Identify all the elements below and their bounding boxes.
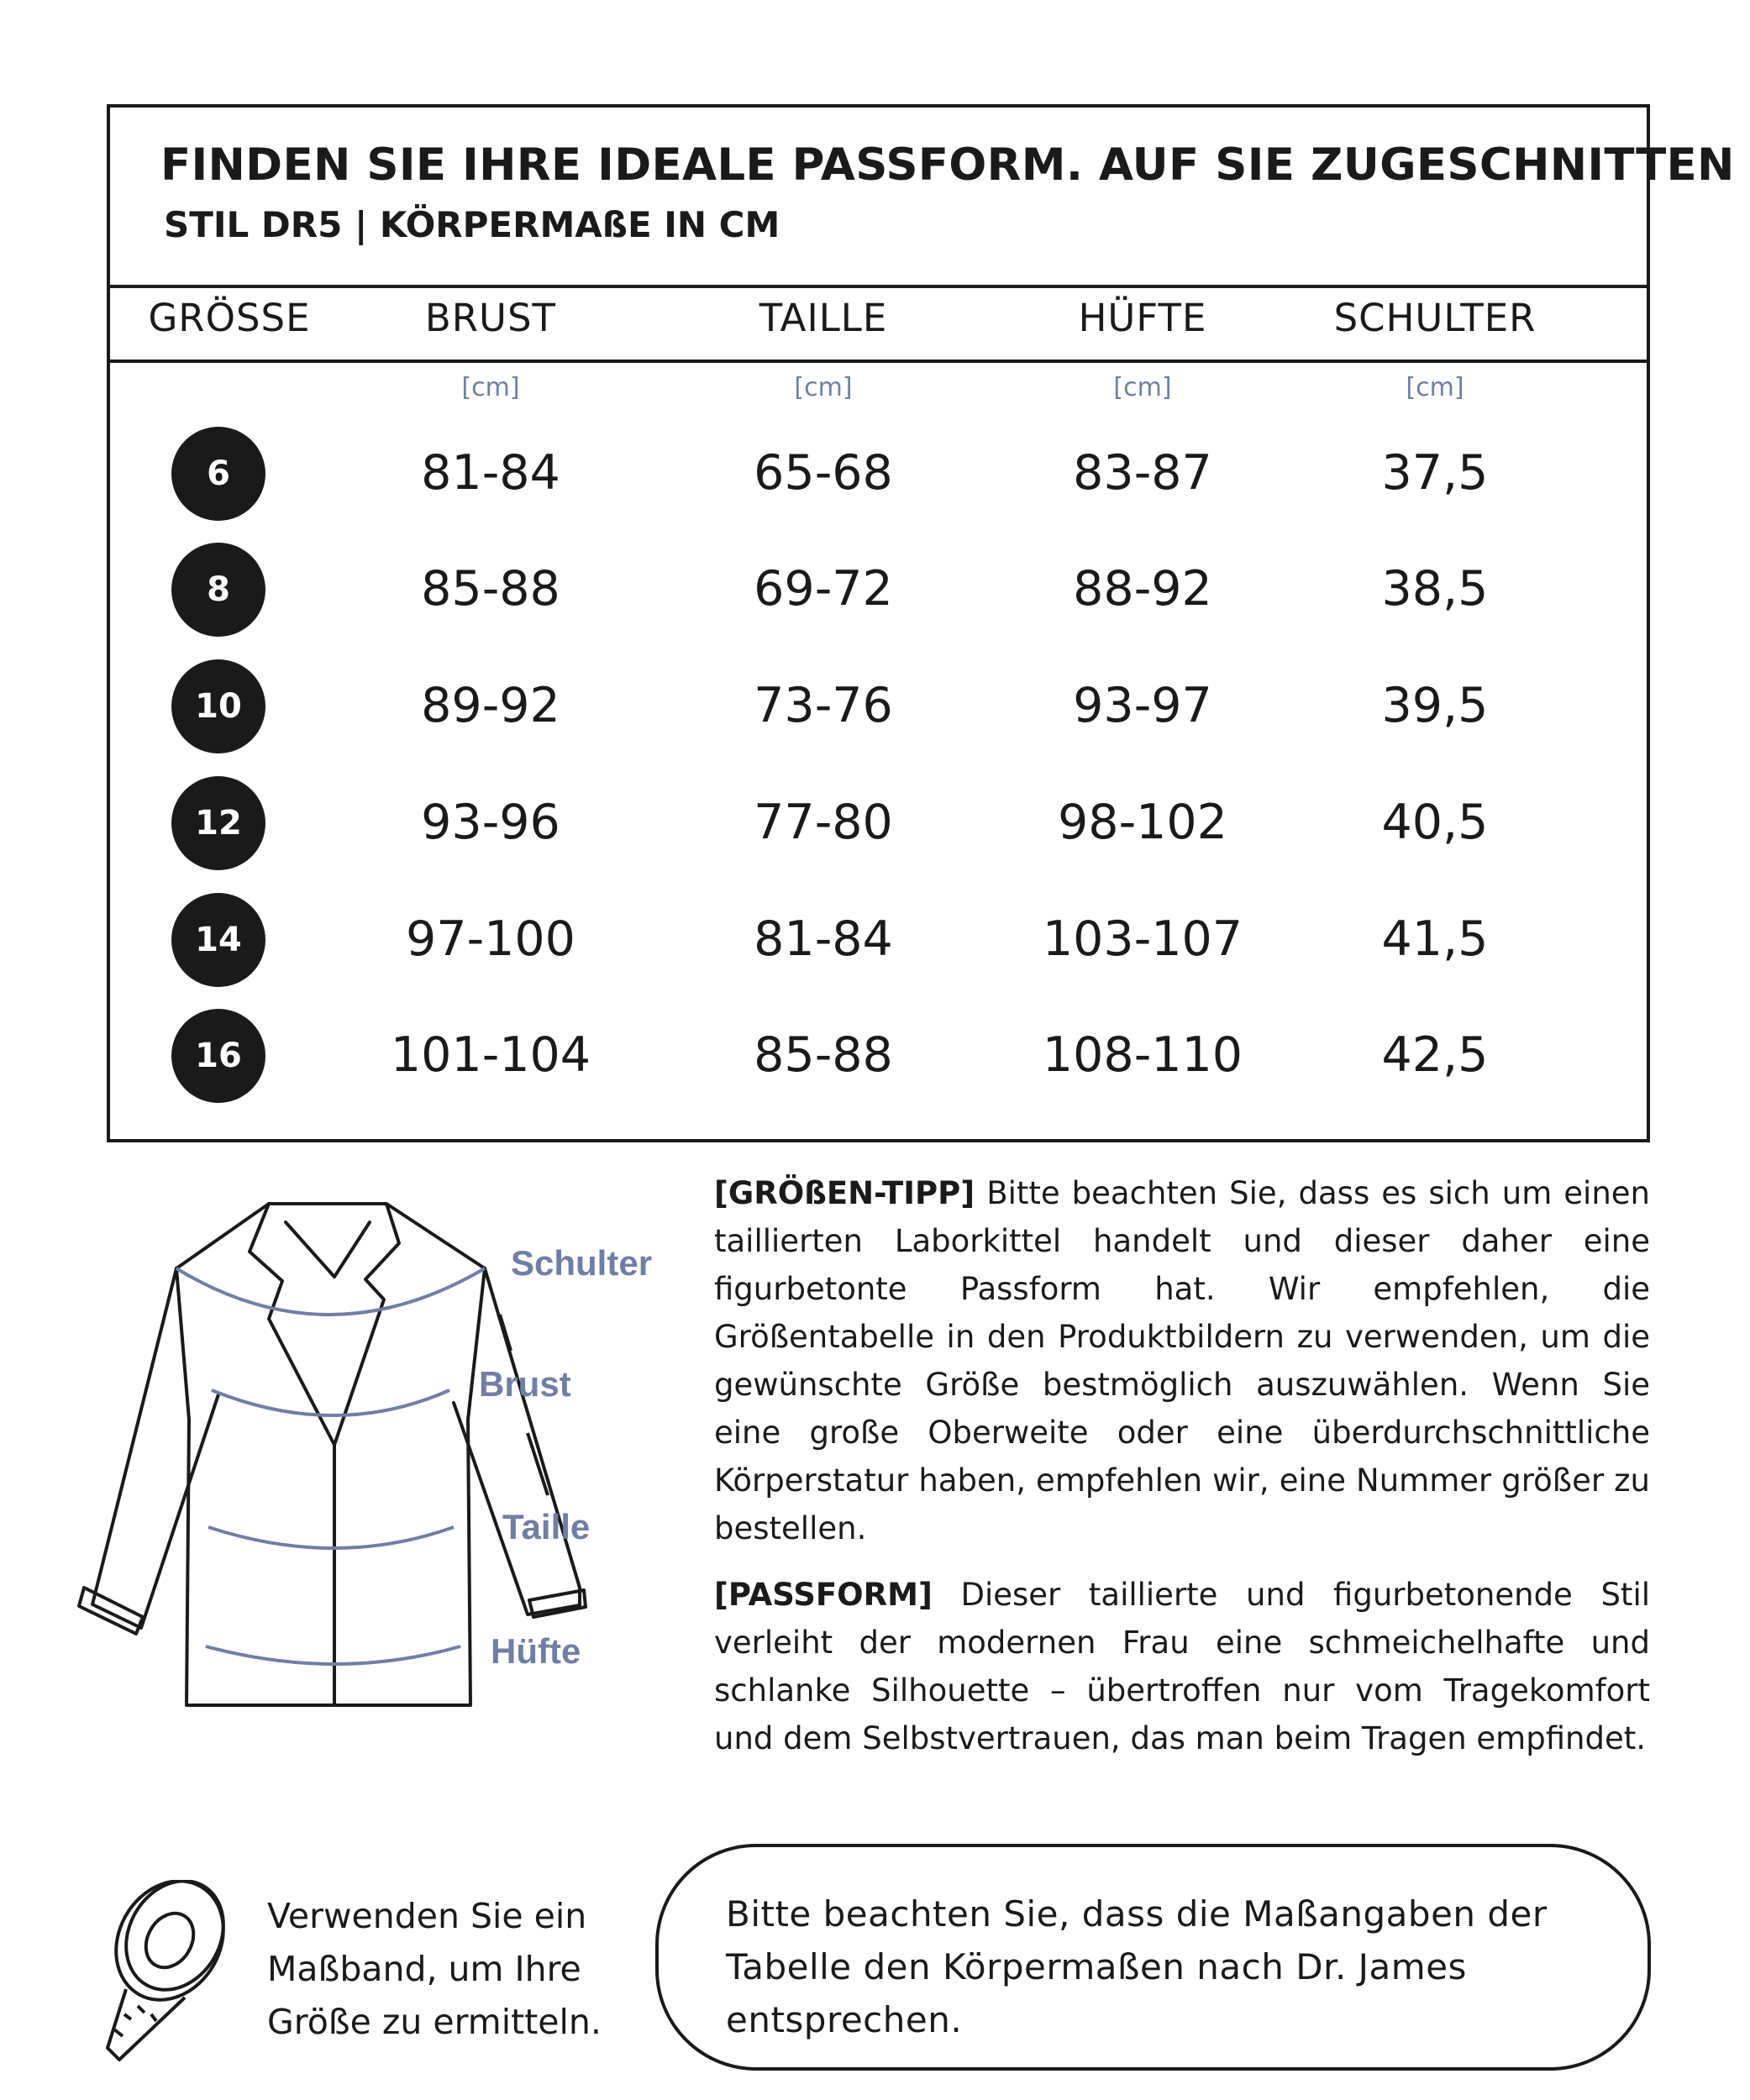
cell-schulter: 40,5 <box>1381 795 1489 850</box>
cell-brust: 85-88 <box>421 561 560 617</box>
cell-huefte: 83-87 <box>1073 445 1212 501</box>
cell-schulter: 42,5 <box>1381 1027 1489 1083</box>
size-chart <box>107 104 1735 1142</box>
cell-taille: 77-80 <box>754 795 893 850</box>
column-header-schulter: SCHULTER <box>1333 296 1537 340</box>
coat-right-sleeve <box>454 1268 580 1614</box>
size-badge: 14 <box>171 893 265 987</box>
table-row <box>110 539 1647 640</box>
coat-left-collar <box>250 1204 334 1445</box>
coat-left-sleeve <box>92 1268 218 1628</box>
cell-schulter: 38,5 <box>1381 561 1489 617</box>
column-divider <box>110 360 1647 363</box>
unit-label-schulter: [cm] <box>1406 373 1464 402</box>
cell-brust: 89-92 <box>421 678 560 733</box>
column-header-taille: TAILLE <box>759 296 888 340</box>
size-tip-paragraph <box>714 1169 1650 1552</box>
table-row <box>110 1005 1647 1106</box>
table-row <box>110 773 1647 874</box>
cell-schulter: 39,5 <box>1381 678 1489 733</box>
size-badge: 12 <box>171 776 265 870</box>
cell-schulter: 37,5 <box>1381 445 1489 501</box>
column-header-huefte: HÜFTE <box>1078 296 1207 340</box>
label-schulter: Schulter <box>511 1243 653 1283</box>
cell-brust: 101-104 <box>390 1027 591 1083</box>
cell-huefte: 93-97 <box>1073 678 1212 733</box>
fit-label: [PASSFORM] <box>714 1577 933 1613</box>
measurement-note: Bitte beachten Sie, dass die Maßangaben der Tabelle den Körpermaßen nach Dr. James entsprechen. <box>655 1844 1651 2071</box>
shoulder-measure-line <box>176 1268 485 1315</box>
column-header-size: GRÖSSE <box>148 296 311 340</box>
unit-label-huefte: [cm] <box>1113 373 1172 402</box>
fit-text: Dieser taillierte und figurbetonende Stil verleiht der modernen Frau eine schmeichelhafte und schlanke Silhouette – übertroffen nur vom Tragekomfort und dem Selbstvertrauen, das man beim Tragen empfindet. <box>714 1577 1650 1756</box>
size-tip-text: Bitte beachten Sie, dass es sich um einen taillierten Laborkittel handelt und dieser daher eine figurbetonte Passform hat. Wir empfehlen, die Größentabelle in den Produktbildern zu verwenden, um die gewünschte Größe bestmöglich auszuwählen. Wenn Sie eine große Oberweite oder eine überdurchschnittliche Körperstatur haben, empfehlen wir, eine Nummer größer zu bestellen. <box>714 1175 1650 1546</box>
label-huefte: Hüfte <box>491 1631 581 1671</box>
measuring-tape-icon <box>101 1880 244 2073</box>
cell-huefte: 108-110 <box>1042 1027 1243 1083</box>
chest-measure-line <box>212 1390 449 1415</box>
header-divider <box>110 285 1647 288</box>
size-badge: 6 <box>171 427 265 521</box>
cell-brust: 97-100 <box>406 911 575 967</box>
column-header-brust: BRUST <box>424 296 557 340</box>
unit-label-taille: [cm] <box>794 373 853 402</box>
cell-taille: 73-76 <box>754 678 893 733</box>
label-brust: Brust <box>479 1364 571 1404</box>
cell-huefte: 98-102 <box>1058 795 1227 850</box>
sleeve-measure-line-upper <box>500 1315 511 1351</box>
label-taille: Taille <box>502 1507 591 1546</box>
cell-brust: 81-84 <box>421 445 560 501</box>
tips-text <box>714 1169 1650 1781</box>
cell-taille: 81-84 <box>754 911 893 967</box>
lab-coat-illustration <box>76 1176 681 1722</box>
table-row <box>110 656 1647 757</box>
cell-schulter: 41,5 <box>1381 911 1489 967</box>
cell-taille: 85-88 <box>754 1027 893 1083</box>
size-badge: 10 <box>171 659 265 753</box>
unit-label-brust: [cm] <box>461 373 520 402</box>
cell-taille: 65-68 <box>754 445 893 501</box>
cell-brust: 93-96 <box>421 795 560 850</box>
waist-measure-line <box>208 1527 454 1548</box>
cell-taille: 69-72 <box>754 561 893 617</box>
table-row <box>110 423 1647 524</box>
size-badge: 8 <box>171 543 265 637</box>
coat-body-outline <box>176 1204 485 1705</box>
cell-huefte: 103-107 <box>1042 911 1243 967</box>
size-badge: 16 <box>171 1009 265 1103</box>
size-tip-label: [GRÖßEN-TIPP] <box>714 1175 975 1211</box>
chart-subtitle: STIL DR5 | KÖRPERMAßE IN CM <box>164 204 780 245</box>
coat-left-cuff <box>79 1588 143 1634</box>
table-row <box>110 890 1647 990</box>
fit-paragraph <box>714 1571 1650 1762</box>
chart-title: FINDEN SIE IHRE IDEALE PASSFORM. AUF SIE ZUGESCHNITTEN <box>160 139 1735 191</box>
tape-hint: Verwenden Sie ein Maßband, um Ihre Größe zu ermitteln. <box>267 1896 602 2042</box>
cell-huefte: 88-92 <box>1073 561 1212 617</box>
coat-neck <box>286 1222 370 1277</box>
